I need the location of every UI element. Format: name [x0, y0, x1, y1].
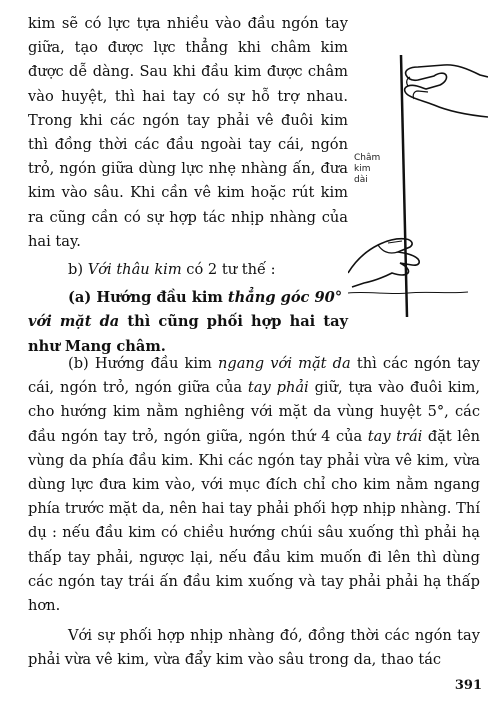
para3-c: với mặt da [28, 313, 120, 331]
para3-d: thì cũng phối hợp hai tay như Mang châm. [28, 313, 349, 355]
left-column-text [28, 12, 348, 359]
hands-needle-drawing [348, 55, 488, 325]
paragraph-3 [28, 286, 348, 359]
paragraph-1: kim sẽ có lực tựa nhiều vào đầu ngón tay giữa, tạo được lực thẳng khi châm kim được dễ dàng. Sau khi đầu kim được châm vào huyệt, thì hai tay có sự hỗ trợ nhau. Trong khi các ngón tay phải vê đuôi kim thì đồng thời các đầu ngoài tay cái, ngón trỏ, ngón giữa dùng lực nhẹ nhàng ấn, đưa kim vào sâu. Khi cần vê kim hoặc rút kim ra cũng cần có sự hợp tác nhịp nhàng của hai tay. [28, 15, 348, 250]
para3-b: thẳng góc 90° [227, 289, 343, 307]
para3-a: (a) Hướng đầu kim [68, 289, 228, 307]
paragraph-2 [28, 258, 348, 282]
paragraph-4: (b) Hướng đầu kim ngang với mặt da thì các ngón tay cái, ngón trỏ, ngón giữa của tay phải giữ, tựa vào đuôi kim, cho hướng kim nằm nghiêng với mặt da vùng huyệt 5°, các đầu ngón tay trỏ, ngón giữa, ngón thứ 4 của tay trái đặt lên vùng da phía đầu kim. Khi các ngón tay phải vừa vê kim, vừa dùng lực đưa kim vào, với mục đích chỉ cho kim nằm ngang phía trước mặt da, nên hai tay phải phối hợp nhịp nhàng. Thí dụ : nếu đầu kim có chiều hướng chúi sâu xuống thì phải hạ thấp tay phải, ngược lại, nếu đầu kim muốn đi lên thì dùng các ngón tay trái ấn đầu kim xuống và tay phải phải hạ thấp hơn. [28, 355, 481, 615]
label-line-2: kim [354, 164, 371, 174]
para2-italic: Với thâu kim [87, 261, 182, 279]
lower-hand [348, 239, 419, 287]
skin-line [348, 292, 468, 294]
paragraph-5: Với sự phối hợp nhịp nhàng đó, đồng thời các ngón tay phải vừa vê kim, vừa đẩy kim vào sâu trong da, thao tác [28, 627, 480, 669]
label-line-3: dài [354, 175, 368, 185]
para2-prefix: b) [68, 261, 88, 279]
para2-suffix: có 2 tư thế : [181, 261, 276, 279]
figure-label [354, 153, 380, 186]
full-width-text [28, 352, 480, 673]
acupuncture-illustration [348, 55, 488, 325]
label-line-1: Châm [354, 153, 381, 163]
page-number: 391 [454, 678, 482, 693]
